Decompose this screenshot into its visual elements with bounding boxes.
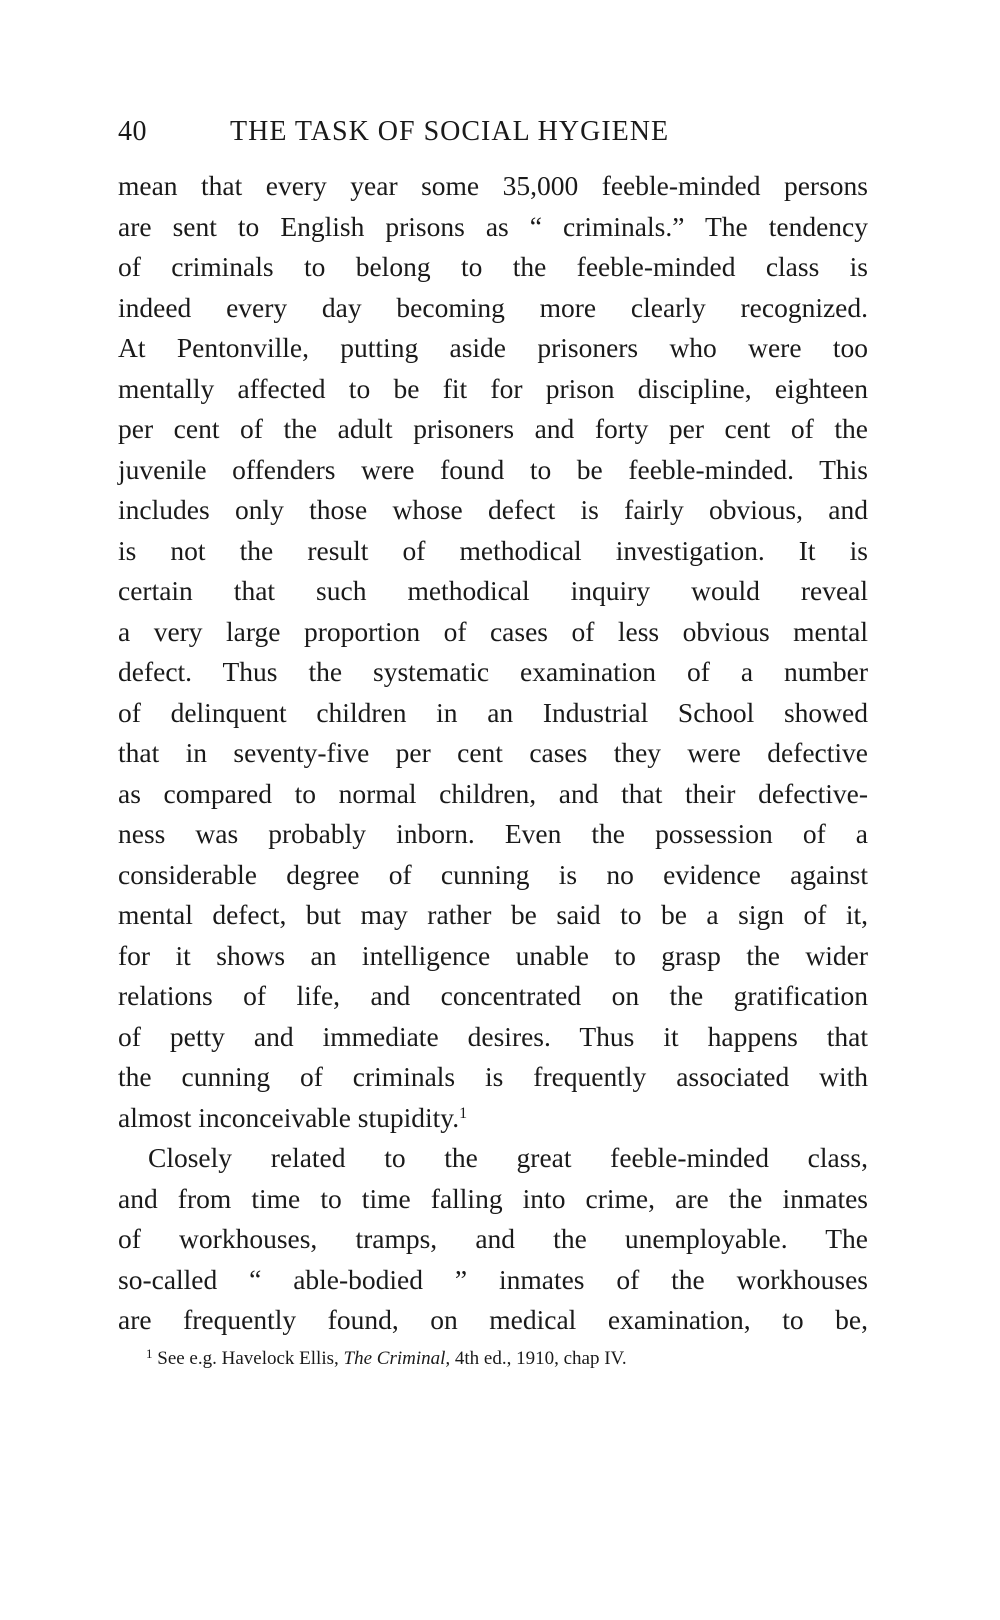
running-title: THE TASK OF SOCIAL HYGIENE	[230, 116, 670, 147]
text-line: the cunning of criminals is frequently associated with	[118, 1061, 868, 1092]
text-line: Closely related to the great feeble-minded class,	[148, 1142, 868, 1173]
page-number: 40	[118, 116, 147, 147]
text-line: and from time to time falling into crime, are the inmates	[118, 1182, 868, 1214]
text-line: a very large proportion of cases of less obvious mental	[118, 615, 868, 647]
footnote-suffix: 4th ed., 1910, chap IV.	[454, 1347, 627, 1369]
text-line: ness was probably inborn. Even the possession of a	[118, 818, 868, 849]
text-line: mean that every year some 35,000 feeble-minded persons	[118, 170, 868, 201]
text-line: includes only those whose defect is fairly obvious, and	[118, 494, 868, 525]
text-line: considerable degree of cunning is no evidence against	[118, 858, 868, 890]
text-line: are sent to English prisons as “ criminals.” The tendency	[118, 210, 868, 242]
text-line: as compared to normal children, and that their defective-	[118, 777, 868, 809]
text-line: of workhouses, tramps, and the unemployable. The	[118, 1223, 868, 1254]
book-page	[118, 110, 868, 1373]
text-line: that in seventy-five per cent cases they were defective	[118, 737, 868, 768]
text-line: are frequently found, on medical examination, to be,	[118, 1304, 868, 1335]
paragraph-2	[118, 1138, 868, 1341]
footnote-title: The Criminal,	[343, 1347, 451, 1369]
text-line: of petty and immediate desires. Thus it happens that	[118, 1020, 868, 1052]
text-line: relations of life, and concentrated on the gratification	[118, 980, 868, 1011]
running-head	[118, 110, 868, 154]
footnote-reference: 1	[459, 1104, 468, 1122]
paragraph-1	[118, 166, 868, 1138]
text-line: so-called “ able-bodied ” inmates of the workhouses	[118, 1263, 868, 1295]
text-line: mentally affected to be fit for prison discipline, eighteen	[118, 372, 868, 404]
body-text	[118, 166, 868, 1341]
footnote	[118, 1345, 868, 1373]
last-line-text: almost inconceivable stupidity.	[118, 1101, 460, 1133]
text-line: per cent of the adult prisoners and forty per cent of the	[118, 413, 868, 444]
text-line	[118, 1098, 868, 1139]
text-line: defect. Thus the systematic examination of a number	[118, 656, 868, 687]
text-line: At Pentonville, putting aside prisoners who were too	[118, 332, 868, 363]
text-line: indeed every day becoming more clearly recognized.	[118, 291, 868, 323]
footnote-prefix: See e.g. Havelock Ellis,	[157, 1347, 339, 1369]
text-line: juvenile offenders were found to be feeble-minded. This	[118, 453, 868, 485]
footnote-marker: 1	[146, 1345, 153, 1361]
text-line: of delinquent children in an Industrial School showed	[118, 696, 868, 728]
text-line: certain that such methodical inquiry would reveal	[118, 575, 868, 606]
text-line: is not the result of methodical investigation. It is	[118, 534, 868, 566]
text-line: for it shows an intelligence unable to grasp the wider	[118, 939, 868, 971]
text-line: of criminals to belong to the feeble-minded class is	[118, 251, 868, 282]
text-line: mental defect, but may rather be said to be a sign of it,	[118, 899, 868, 930]
